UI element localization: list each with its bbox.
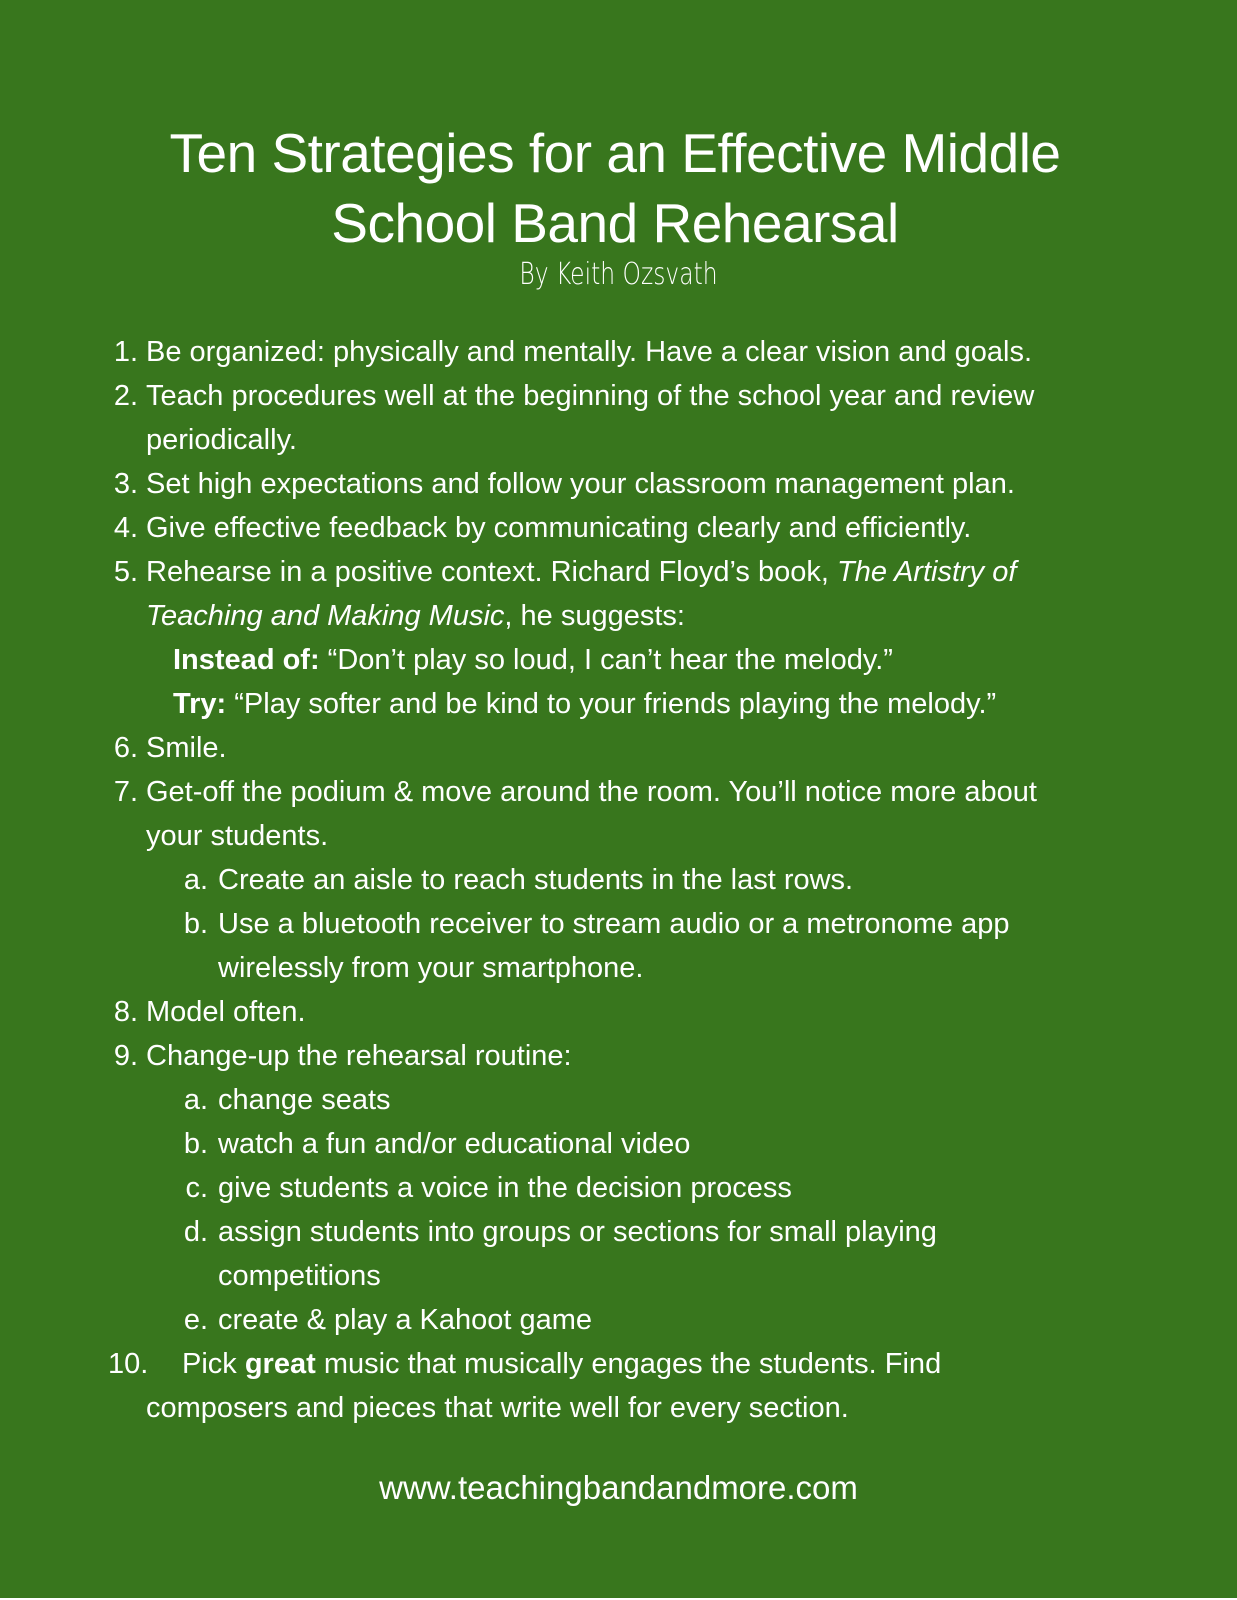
sub-list-item: [0, 1166, 1237, 1210]
website-url: www.teachingbandandmore.com: [379, 1469, 858, 1506]
sub-item-text: watch a fun and/or educational video: [218, 1128, 691, 1160]
title-line-2: School Band Rehearsal: [331, 192, 899, 254]
item-text: Change-up the rehearsal routine:: [146, 1040, 572, 1072]
item-number: 10.: [108, 1348, 149, 1380]
item-number: 9.: [113, 1040, 138, 1072]
sub-list-item: [0, 1078, 1237, 1122]
item-text-part: music that musically engages the students. Find: [315, 1348, 942, 1380]
title-line-1: Ten Strategies for an Effective Middle: [169, 122, 1061, 184]
list-item: [0, 1034, 1237, 1078]
list-item: [0, 506, 1237, 550]
list-item: [0, 990, 1237, 1034]
item-text-continued: periodically.: [146, 424, 297, 456]
item-number: 4.: [113, 512, 138, 544]
item-text: Be organized: physically and mentally. Have a clear vision and goals.: [146, 336, 1033, 368]
sub-item-letter: e.: [183, 1304, 208, 1336]
item-text-continued: your students.: [146, 820, 329, 852]
item-text-continued: [146, 594, 685, 638]
item-text: [182, 1342, 941, 1386]
page-title: [40, 118, 1190, 258]
item-number: 6.: [113, 732, 138, 764]
instead-label: Instead of:: [173, 644, 320, 676]
instead-text: “Don’t play so loud, I can’t hear the melody.”: [319, 644, 893, 676]
sub-list-item: [0, 902, 1237, 946]
item-number: 5.: [113, 556, 138, 588]
emphasis-great: great: [244, 1348, 316, 1380]
item-text-part: , he suggests:: [504, 600, 685, 632]
item-number: 8.: [113, 996, 138, 1028]
item-text-part: Pick: [182, 1348, 245, 1380]
sub-item-letter: d.: [183, 1216, 208, 1248]
list-item-continuation: [0, 1386, 1237, 1430]
sub-item-text: create & play a Kahoot game: [218, 1304, 593, 1336]
sub-item-text: change seats: [218, 1084, 391, 1116]
sub-item-text-continued: wirelessly from your smartphone.: [218, 952, 644, 984]
item-text: [146, 550, 1016, 594]
item-text: Model often.: [146, 996, 306, 1028]
list-item-continuation: [0, 418, 1237, 462]
author-byline: By Keith Ozsvath: [519, 257, 718, 292]
sub-item-letter: a.: [183, 864, 208, 896]
sub-item-text: Use a bluetooth receiver to stream audio or a metronome app: [218, 908, 1010, 940]
list-item: [0, 550, 1237, 594]
item-text: Teach procedures well at the beginning of the school year and review: [146, 380, 1035, 412]
sub-list-item: [0, 1122, 1237, 1166]
sub-item-text: give students a voice in the decision process: [218, 1172, 792, 1204]
try-text: “Play softer and be kind to your friends playing the melody.”: [226, 688, 997, 720]
list-item-continuation: [0, 594, 1237, 638]
sub-item-letter: c.: [185, 1172, 208, 1204]
item-number: 3.: [113, 468, 138, 500]
item-text-part: Rehearse in a positive context. Richard Floyd’s book,: [146, 556, 837, 588]
sub-item-text-continued: competitions: [218, 1260, 381, 1292]
list-item: [0, 330, 1237, 374]
try-label: Try:: [173, 688, 227, 720]
item-text: Get-off the podium & move around the room. You’ll notice more about: [146, 776, 1037, 808]
item-text: Set high expectations and follow your classroom management plan.: [146, 468, 1015, 500]
item-text: Smile.: [146, 732, 227, 764]
quote-instead: [0, 638, 1237, 682]
item-number: 2.: [113, 380, 138, 412]
item-number: 7.: [113, 776, 138, 808]
item-text-continued: composers and pieces that write well for every section.: [146, 1392, 849, 1424]
list-item: [0, 770, 1237, 814]
book-title: The Artistry of: [837, 556, 1017, 588]
quote-line: [173, 682, 996, 726]
quote-line: [173, 638, 893, 682]
list-item: [0, 726, 1237, 770]
sub-item-text: assign students into groups or sections for small playing: [218, 1216, 937, 1248]
sub-item-text: Create an aisle to reach students in the last rows.: [218, 864, 854, 896]
book-title-continued: Teaching and Making Music: [146, 600, 505, 632]
item-text: Give effective feedback by communicating clearly and efficiently.: [146, 512, 972, 544]
list-item: [0, 462, 1237, 506]
list-item-continuation: [0, 814, 1237, 858]
sub-item-letter: a.: [183, 1084, 208, 1116]
sub-item-letter: b.: [183, 908, 208, 940]
sub-item-letter: b.: [183, 1128, 208, 1160]
list-item: [0, 1342, 1237, 1386]
sub-list-item-continuation: [0, 1254, 1237, 1298]
sub-list-item: [0, 1298, 1237, 1342]
quote-try: [0, 682, 1237, 726]
strategy-list: [0, 330, 1237, 1430]
sub-list-item: [0, 1210, 1237, 1254]
sub-list-item: [0, 858, 1237, 902]
sub-list-item-continuation: [0, 946, 1237, 990]
item-number: 1.: [113, 336, 138, 368]
list-item: [0, 374, 1237, 418]
